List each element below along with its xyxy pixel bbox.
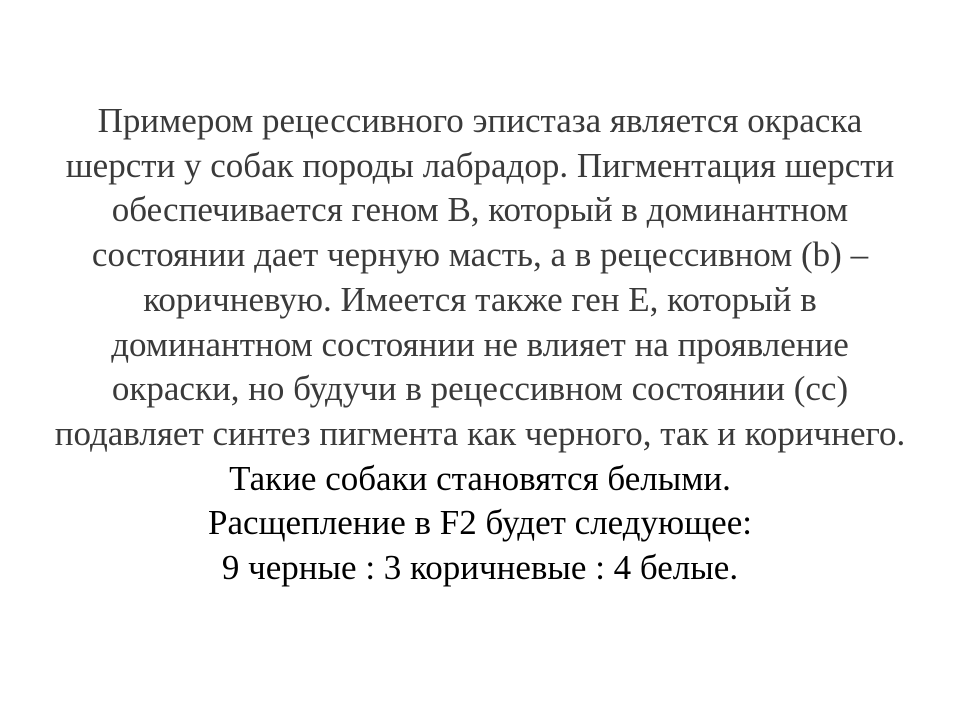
- text-line-2: шерсти у собак породы лабрадор. Пигментация шерсти: [65, 145, 895, 185]
- slide-text-block: [0, 99, 960, 591]
- text-line-6: доминантном состоянии не влияет на проявление: [111, 324, 849, 364]
- text-line-7: окраски, но будучи в рецессивном состоянии (сс): [111, 369, 849, 409]
- text-line-white-dogs: Такие собаки становятся белыми.: [229, 458, 731, 498]
- text-line-1: Примером рецессивного эпистаза является окраска: [97, 101, 863, 140]
- text-line-4: состоянии дает черную масть, а в рецессивном (b) –: [91, 235, 869, 275]
- text-line-8: подавляет синтез пигмента как черного, так и коричнего.: [54, 413, 906, 453]
- text-line-3: обеспечивается геном В, который в доминантном: [111, 190, 849, 230]
- text-line-ratio: 9 черные : 3 коричневые : 4 белые.: [221, 548, 739, 588]
- text-line-f2-split: Расщепление в F2 будет следующее:: [208, 503, 752, 543]
- text-line-5: коричневую. Имеется также ген Е, который в: [143, 279, 817, 319]
